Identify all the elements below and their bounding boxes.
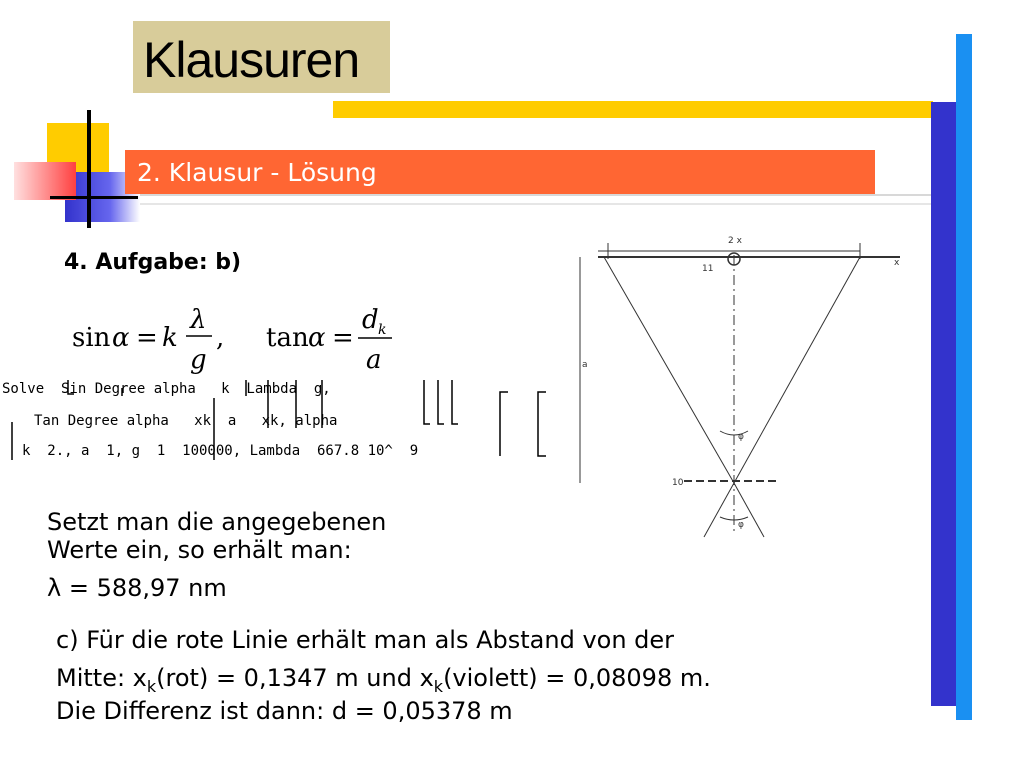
decor-cyan-bar <box>956 34 972 720</box>
code-line-2: Tan Degree alpha xk a xk, alpha <box>34 413 338 429</box>
decor-yellow-bar <box>333 101 933 118</box>
formula-tan: tan <box>266 323 309 353</box>
logo-horizontal-line <box>50 196 138 199</box>
formula-g: g <box>190 345 207 375</box>
formula-d-sub: k <box>378 322 387 338</box>
text-c-line-2 <box>56 664 711 701</box>
decor-divider <box>125 194 931 196</box>
logo-vertical-line <box>87 110 91 228</box>
grating-diagram <box>560 225 920 545</box>
text-result-lambda: λ = 588,97 nm <box>47 574 227 602</box>
formula-alpha-1: α <box>112 323 130 353</box>
text-c-line-2-a: Mitte: x <box>56 664 147 692</box>
formula-sin: sin <box>72 323 111 353</box>
text-c-line-3: Die Differenz ist dann: d = 0,05378 m <box>56 697 513 725</box>
formula-a: a <box>366 345 382 375</box>
formula-lambda: λ <box>190 305 207 335</box>
text-c-line-2-sub2: k <box>433 676 444 696</box>
decor-blue-bar <box>931 102 956 706</box>
code-line-3: k 2., a 1, g 1 100000, Lambda 667.8 10^ 9 <box>22 443 419 459</box>
diagram-label-11: 11 <box>702 264 714 274</box>
diagram-label-a: a <box>582 360 588 370</box>
text-c-line-1: c) Für die rote Linie erhält man als Abstand von der <box>56 626 675 654</box>
formula-comma: , <box>216 323 225 353</box>
formula-alpha-2: α <box>308 323 326 353</box>
formula-k: k <box>162 323 178 353</box>
diagram-label-phi: φ <box>738 432 744 442</box>
decor-divider-2 <box>125 203 931 205</box>
diagram-label-x: x <box>894 258 900 268</box>
text-line-1: Setzt man die angegebenen <box>47 508 387 536</box>
formula-d: d <box>362 305 379 335</box>
formula-eq-1: = <box>136 323 158 353</box>
logo-red-square <box>14 162 76 200</box>
diagram-label-phi-2: φ <box>738 520 744 530</box>
diagram-label-2x: 2 x <box>728 236 742 246</box>
task-heading: 4. Aufgabe: b) <box>64 250 242 275</box>
code-line-1: Solve Sin Degree alpha k Lambda g, <box>2 381 331 397</box>
text-line-2: Werte ein, so erhält man: <box>47 536 352 564</box>
subtitle: 2. Klausur - Lösung <box>137 158 377 187</box>
grating-formula <box>70 298 410 380</box>
formula-eq-2: = <box>332 323 354 353</box>
text-c-line-2-b: (rot) = 0,1347 m und x <box>156 664 434 692</box>
page-title: Klausuren <box>143 32 360 88</box>
diagram-label-10: 10 <box>672 478 684 488</box>
text-c-line-2-c: (violett) = 0,08098 m. <box>443 664 711 692</box>
text-c-line-2-sub1: k <box>146 676 157 696</box>
